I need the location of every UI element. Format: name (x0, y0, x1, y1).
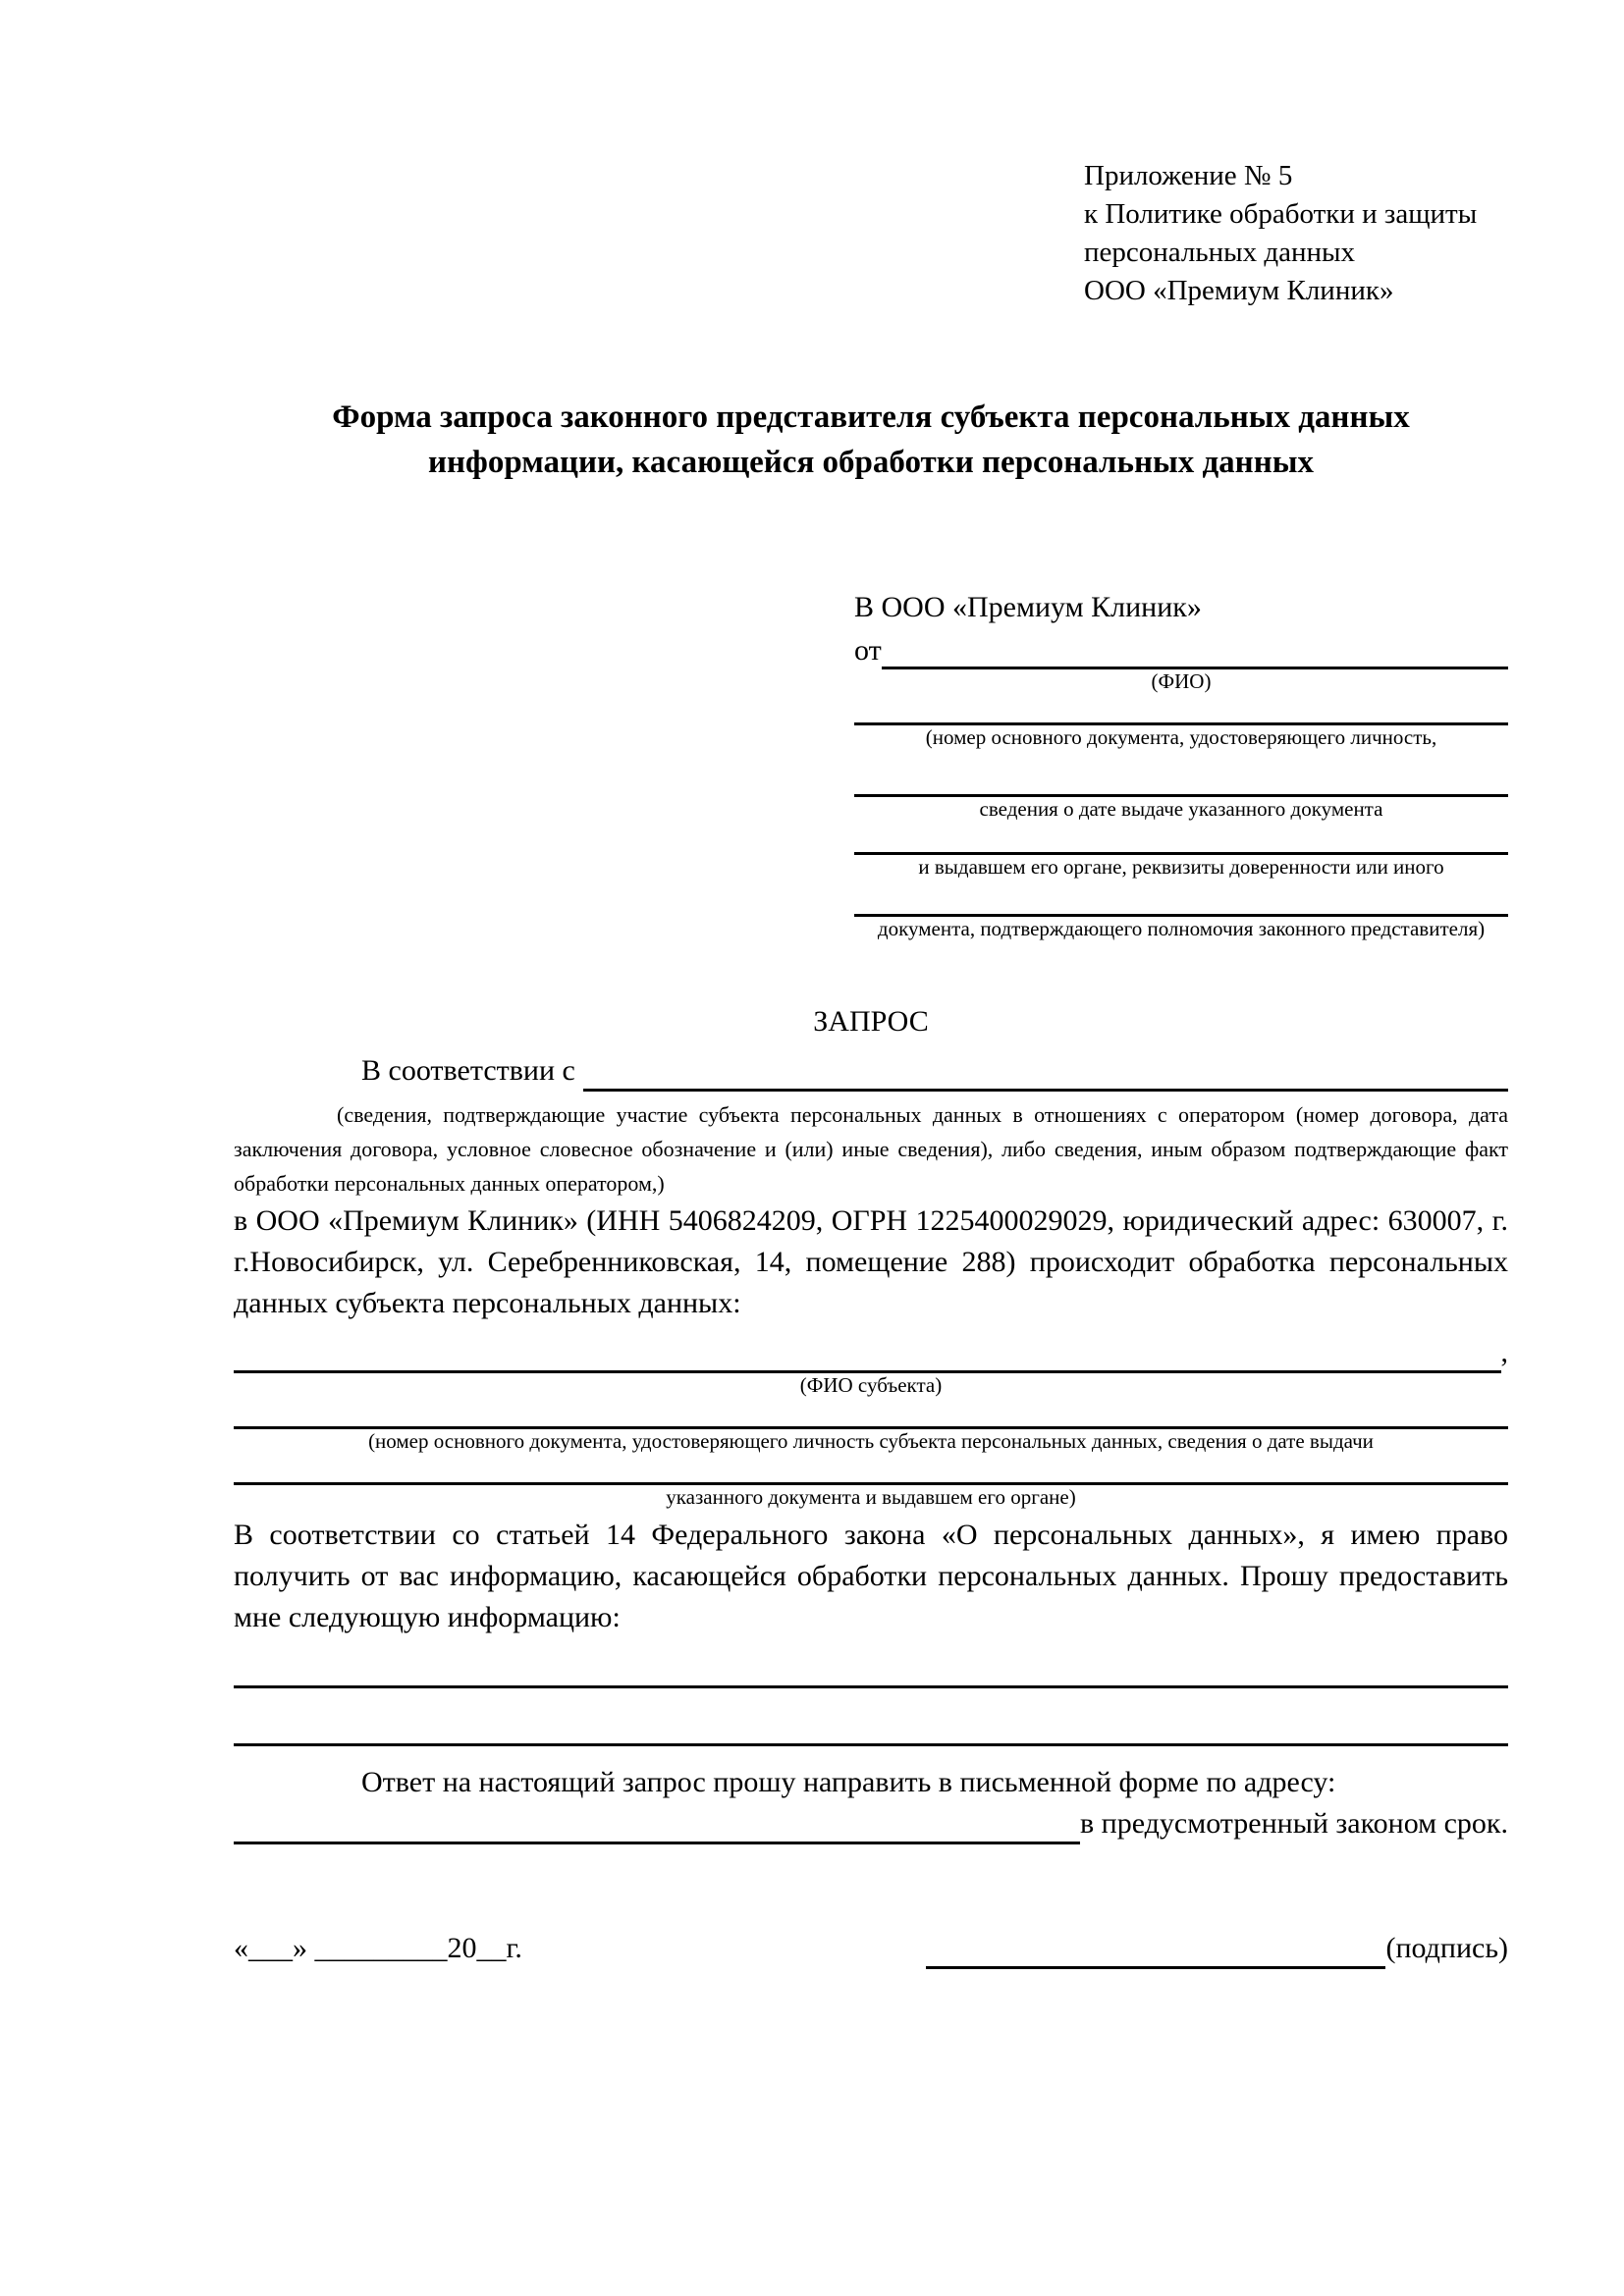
appendix-line-3: персональных данных (1084, 237, 1356, 268)
appendix-line-2: к Политике обработки и защиты (1084, 198, 1478, 230)
reply-paragraph: Ответ на настоящий запрос прошу направить в письменной форме по адресу: (361, 1766, 1336, 1798)
doc-line-caption-1: (номер основного документа, удостоверяющего личность, (925, 725, 1437, 749)
fio-caption: (ФИО) (1151, 669, 1212, 693)
signature-group (926, 1928, 1508, 1969)
signature-caption: (подпись) (1385, 1932, 1508, 1964)
request-body (234, 1001, 1508, 1969)
fine-print-note: (сведения, подтверждающие участие субъекта персональных данных в отношениях с оператором (номер договора, дата заключения договора, условное словесное обозначение и (или) иные сведения), либо сведения, иным образом подтверждающие факт обработки персональных данных оператором,) (234, 1102, 1508, 1196)
document-title: Форма запроса законного представителя субъекта персональных данных информации, касающейся обработки персональных данных (332, 400, 1410, 480)
request-heading: ЗАПРОС (813, 1005, 929, 1038)
info-blank-line-2 (234, 1743, 1508, 1746)
intro-blank-line (583, 1088, 1508, 1092)
subject-fio-caption: (ФИО субъекта) (799, 1373, 943, 1397)
from-label: от (854, 634, 882, 667)
signature-blank-line (926, 1966, 1385, 1969)
appendix-block (1084, 157, 1477, 310)
doc-line-caption-3: и выдавшем его органе, реквизиты доверенности или иного (918, 855, 1444, 879)
info-blank-line-1 (234, 1685, 1508, 1688)
reply-address-row (234, 1803, 1508, 1844)
from-row (854, 632, 1508, 669)
recipient-block (854, 589, 1508, 940)
reply-address-blank-line (234, 1841, 1080, 1844)
date-line: «___» _________20__г. (234, 1932, 522, 1964)
intro-label: В соответствии с (361, 1054, 575, 1087)
subject-line-suffix: , (1500, 1336, 1508, 1368)
intro-row (234, 1050, 1508, 1092)
law-paragraph: В соответствии со статьей 14 Федерального закона «О персональных данных», я имею право получить от вас информацию, касающейся обработки персональных данных. Прошу предоставить мне следующую информацию: (234, 1519, 1508, 1633)
subject-doc-caption-1: (номер основного документа, удостоверяющего личность субъекта персональных данных, сведения о дате выдачи (368, 1429, 1374, 1453)
recipient-to: В ООО «Премиум Клиник» (854, 591, 1202, 623)
doc-line-caption-2: сведения о дате выдаче указанного документа (979, 797, 1383, 821)
appendix-line-1: Приложение № 5 (1084, 160, 1293, 191)
operator-paragraph: в ООО «Премиум Клиник» (ИНН 5406824209, ОГРН 1225400029029, юридический адрес: 630007, г. г.Новосибирск, ул. Серебренниковская, 14, помещение 288) происходит обработка персональных данных субъекта персональных данных: (234, 1204, 1508, 1319)
appendix-line-4: ООО «Премиум Клиник» (1084, 275, 1394, 306)
subject-doc-caption-2: указанного документа и выдавшем его органе) (666, 1485, 1076, 1509)
doc-line-caption-4: документа, подтверждающего полномочия законного представителя) (877, 917, 1486, 940)
footer-row (234, 1928, 1508, 1969)
reply-suffix: в предусмотренный законом срок. (1080, 1807, 1508, 1840)
subject-fio-row (234, 1332, 1508, 1373)
